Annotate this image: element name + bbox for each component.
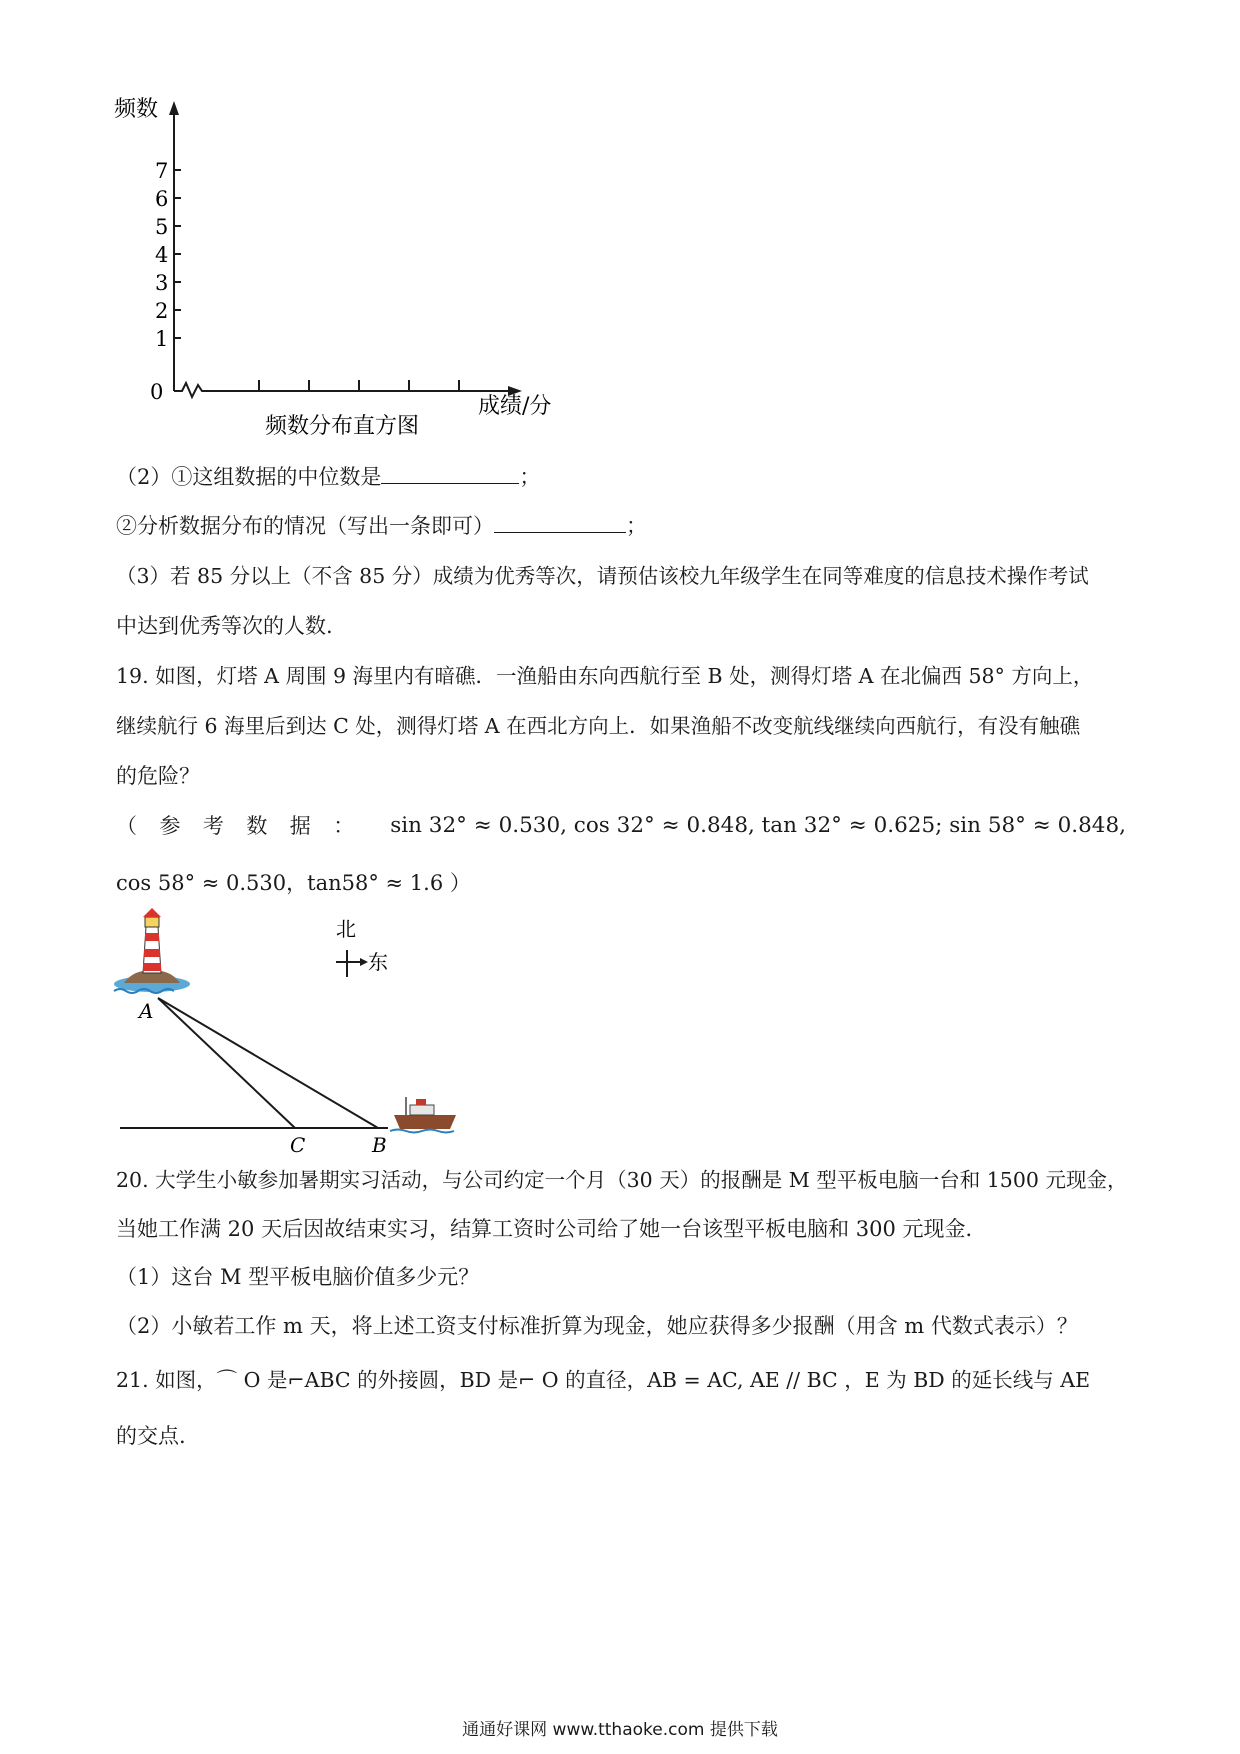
- q19-line2: 继续航行 6 海里后到达 C 处，测得灯塔 A 在西北方向上．如果渔船不改变航线继续向西航行，有没有触礁: [116, 714, 1081, 738]
- ref-char: 数: [246, 814, 268, 838]
- lighthouse-ship-figure: [110, 905, 470, 1165]
- q18-part2-distribution: [116, 511, 647, 541]
- y-tick-label: 2: [155, 299, 169, 323]
- y-tick-label: 0: [150, 380, 164, 404]
- page-footer: 通通好课网 www.tthaoke.com 提供下载: [462, 1720, 778, 1740]
- ref-char: 据: [289, 814, 311, 838]
- q18-part2-distribution-text: ②分析数据分布的情况（写出一条即可）: [116, 514, 494, 538]
- ref-char: 参: [159, 814, 181, 838]
- q18-part2-median: [116, 462, 540, 492]
- y-axis-title: 频数: [114, 97, 159, 122]
- point-C-label: C: [290, 1133, 306, 1157]
- frequency-histogram: [100, 95, 580, 445]
- y-tick-label: 1: [155, 327, 169, 351]
- y-tick-label: 7: [155, 159, 169, 183]
- q19-reference-data-line2: cos 58° ≈ 0.530，tan58° ≈ 1.6 ）: [116, 871, 471, 895]
- punctuation: ；: [519, 465, 541, 489]
- lighthouse-icon: [114, 908, 190, 993]
- q20-line2: 当她工作满 20 天后因故结束实习，结算工资时公司给了她一台该型平板电脑和 300 元现金．: [116, 1217, 987, 1241]
- q19-reference-data: [116, 811, 1126, 841]
- east-label: 东: [368, 950, 388, 974]
- north-label: 北: [336, 917, 356, 941]
- y-tick-label: 4: [155, 243, 169, 267]
- q18-part3-line2: 中达到优秀等次的人数.: [116, 614, 333, 638]
- ref-char: ：: [333, 814, 355, 838]
- q20-part1: （1）这台 M 型平板电脑价值多少元？: [116, 1265, 480, 1289]
- reference-formula: sin 32° ≈ 0.530, cos 32° ≈ 0.848, tan 32° ≈ 0.625; sin 58° ≈ 0.848,: [390, 813, 1126, 838]
- ref-char: 考: [202, 814, 224, 838]
- q21-line1: 21. 如图，⌒ O 是⌐ABC 的外接圆，BD 是⌐ O 的直径，AB = AC, AE // BC ，E 为 BD 的延长线与 AE: [116, 1368, 1091, 1392]
- y-tick-label: 6: [155, 187, 169, 211]
- ship-icon: [390, 1097, 456, 1133]
- ref-char: （: [116, 814, 137, 838]
- y-tick-label: 3: [155, 271, 169, 295]
- q20-line1: 20. 大学生小敏参加暑期实习活动，与公司约定一个月（30 天）的报酬是 M 型平板电脑一台和 1500 元现金，: [116, 1168, 1128, 1192]
- q19-line3: 的危险？: [116, 764, 200, 788]
- q18-part2-median-text: （2）①这组数据的中位数是: [116, 465, 382, 489]
- compass-icon: [336, 950, 368, 977]
- x-axis-title: 成绩/分: [478, 394, 552, 419]
- q21-line2: 的交点.: [116, 1424, 186, 1448]
- answer-blank[interactable]: [381, 463, 519, 484]
- q20-part2: （2）小敏若工作 m 天，将上述工资支付标准折算为现金，她应获得多少报酬（用含 m 代数式表示）？: [116, 1314, 1078, 1338]
- punctuation: ；: [626, 514, 647, 538]
- q19-line1: 19. 如图，灯塔 A 周围 9 海里内有暗礁．一渔船由东向西航行至 B 处，测得灯塔 A 在北偏西 58° 方向上，: [116, 664, 1094, 688]
- point-B-label: B: [372, 1133, 387, 1157]
- answer-blank[interactable]: [494, 512, 626, 533]
- point-A-label: A: [139, 999, 154, 1023]
- histogram-caption: 频数分布直方图: [265, 414, 420, 439]
- y-tick-label: 5: [155, 215, 169, 239]
- q18-part3-line1: （3）若 85 分以上（不含 85 分）成绩为优秀等次，请预估该校九年级学生在同等难度的信息技术操作考试: [116, 564, 1089, 588]
